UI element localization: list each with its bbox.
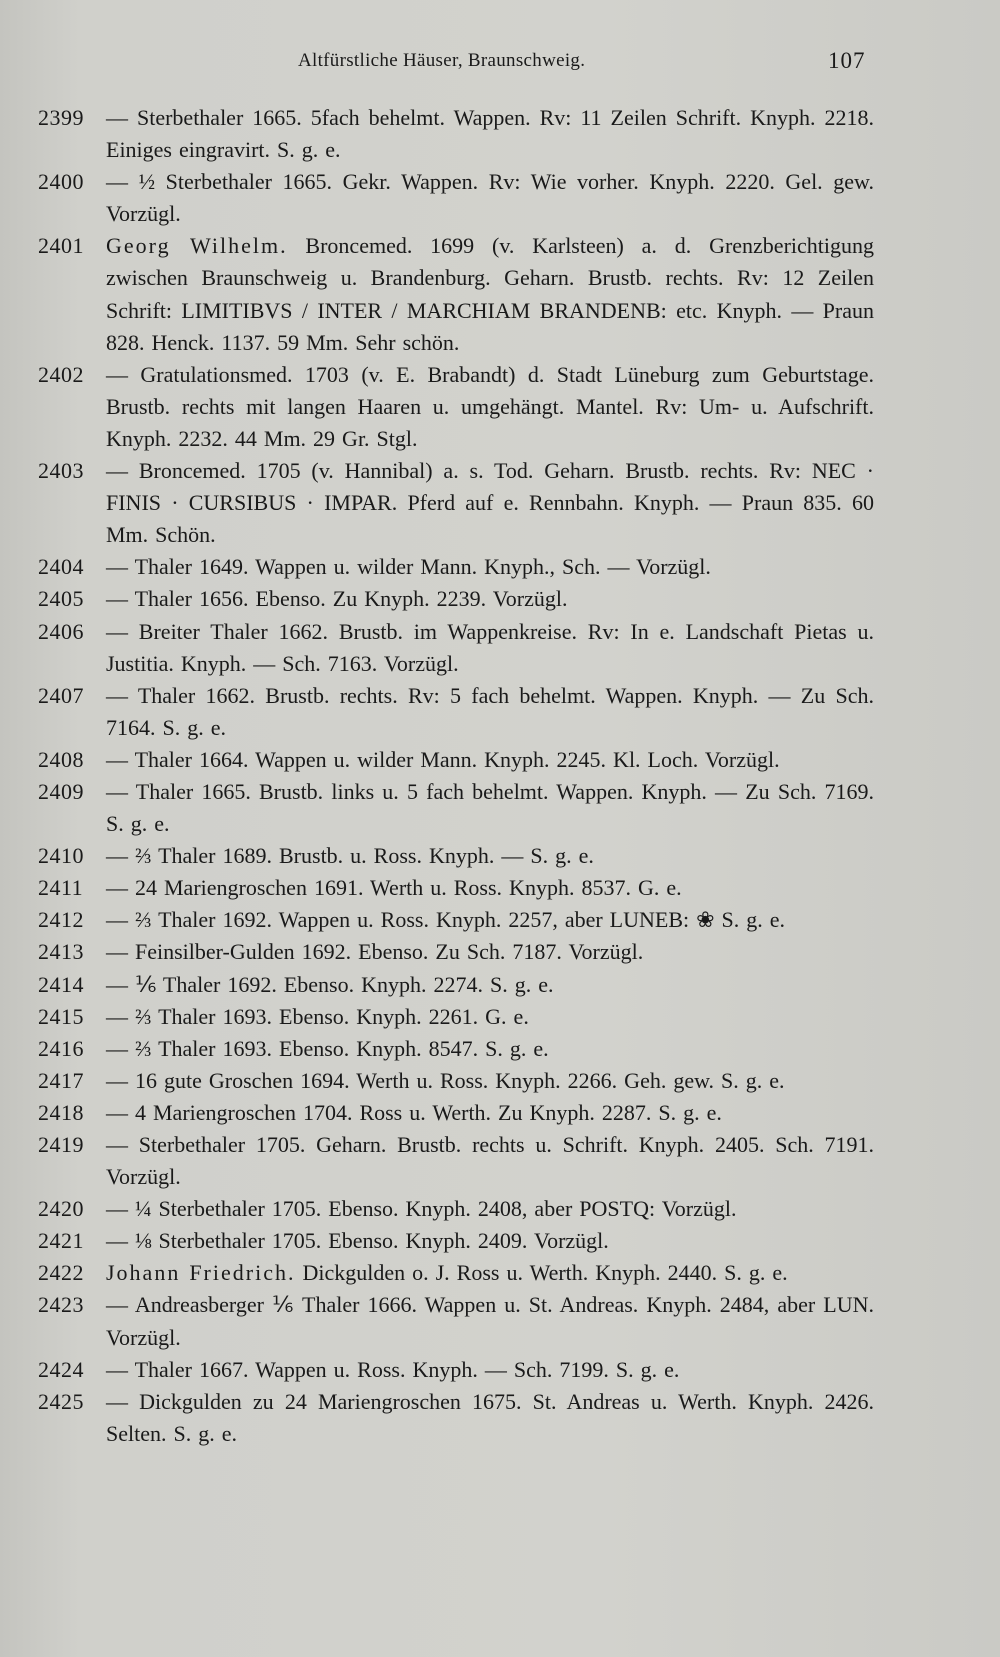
entry-description: [106, 969, 874, 1001]
catalog-entry: [0, 1129, 1000, 1193]
catalog-entry: [0, 744, 1000, 776]
entry-number: 2408: [38, 746, 84, 772]
entry-number: 2402: [38, 361, 84, 387]
entry-description: [106, 1225, 874, 1257]
entry-text: — Thaler 1649. Wappen u. wilder Mann. Knyph., Sch. — Vorzügl.: [106, 554, 711, 580]
catalog-entry: [0, 616, 1000, 680]
entry-description: [106, 102, 874, 166]
catalog-entry: [0, 1065, 1000, 1097]
catalog-entry: [0, 1289, 1000, 1353]
entry-text: Broncemed. 1699 (v. Karlsteen) a. d. Grenzberichtigung zwischen Braunschweig u. Brandenburg. Geharn. Brustb. rechts. Rv: 12 Zeilen Schrift: LIMITIBVS / INTER / MARCHIAM BRANDENB: etc. Knyph. — Praun 828. Henck. 1137. 59 Mm. Sehr schön.: [106, 233, 875, 355]
entry-text: — 16 gute Groschen 1694. Werth u. Ross. Knyph. 2266. Geh. gew. S. g. e.: [106, 1067, 785, 1093]
entry-text: — Feinsilber-Gulden 1692. Ebenso. Zu Sch. 7187. Vorzügl.: [106, 939, 644, 965]
catalog-entry: [0, 872, 1000, 904]
entry-text: — Thaler 1665. Brustb. links u. 5 fach behelmt. Wappen. Knyph. — Zu Sch. 7169. S. g. e.: [106, 778, 874, 837]
entry-number: 2404: [38, 554, 84, 580]
entry-number: 2413: [38, 939, 84, 965]
entry-text: — ½ Sterbethaler 1665. Gekr. Wappen. Rv: Wie vorher. Knyph. 2220. Gel. gew. Vorzügl.: [106, 169, 874, 227]
entry-description: [106, 551, 874, 583]
entry-number: 2417: [38, 1067, 84, 1093]
entry-number: 2418: [38, 1099, 84, 1125]
entry-text: — Sterbethaler 1705. Geharn. Brustb. rechts u. Schrift. Knyph. 2405. Sch. 7191. Vorzügl.: [106, 1132, 874, 1190]
entry-number: 2411: [38, 875, 84, 901]
catalog-entry: [0, 1193, 1000, 1225]
entry-number: 2400: [38, 169, 84, 195]
entry-description: [106, 230, 874, 358]
entry-description: [106, 1354, 874, 1386]
entry-text: — Thaler 1656. Ebenso. Zu Knyph. 2239. Vorzügl.: [106, 586, 568, 612]
entry-text: Dickgulden o. J. Ross u. Werth. Knyph. 2440. S. g. e.: [295, 1260, 788, 1286]
entry-text: — Dickgulden zu 24 Mariengroschen 1675. St. Andreas u. Werth. Knyph. 2426. Selten. S. g. e.: [106, 1388, 874, 1446]
entry-description: [106, 680, 874, 744]
entry-text: — ⅔ Thaler 1692. Wappen u. Ross. Knyph. 2257, aber LUNEB: ❀ S. g. e.: [106, 907, 786, 933]
catalog-entry: [0, 455, 1000, 551]
catalog-entry: [0, 904, 1000, 936]
entry-description: [106, 840, 874, 872]
entry-description: [106, 936, 874, 968]
entry-text: — ⅔ Thaler 1693. Ebenso. Knyph. 2261. G. e.: [106, 1003, 529, 1029]
catalog-entry: [0, 969, 1000, 1001]
catalog-entry: [0, 551, 1000, 583]
entry-description: [106, 872, 874, 904]
entry-description: [106, 904, 874, 936]
entry-number: 2405: [38, 586, 84, 612]
entry-text: — ¼ Sterbethaler 1705. Ebenso. Knyph. 2408, aber POSTQ: Vorzügl.: [106, 1196, 737, 1222]
entry-description: [106, 1033, 874, 1065]
entry-description: [106, 1097, 874, 1129]
entry-number: 2399: [38, 105, 84, 130]
entry-text: — ⅔ Thaler 1689. Brustb. u. Ross. Knyph. — S. g. e.: [106, 843, 594, 869]
catalog-entry: [0, 102, 1000, 166]
entry-text: — Sterbethaler 1665. 5fach behelmt. Wappen. Rv: 11 Zeilen Schrift. Knyph. 2218. Einiges eingravirt. S. g. e.: [106, 105, 874, 163]
entry-text: — ⅔ Thaler 1693. Ebenso. Knyph. 8547. S. g. e.: [106, 1035, 549, 1061]
entry-text: — Gratulationsmed. 1703 (v. E. Brabandt) d. Stadt Lüneburg zum Geburtstage. Brustb. rechts mit langen Haaren u. umgehängt. Mantel. Rv: Um- u. Aufschrift. Knyph. 2232. 44 Mm. 29 Gr. Stgl.: [106, 361, 874, 451]
catalog-entry: [0, 359, 1000, 455]
catalog-entry: [0, 1225, 1000, 1257]
entry-description: [106, 166, 874, 230]
catalog-entry: [0, 936, 1000, 968]
running-head: Altfürstliche Häuser, Braunschweig.: [298, 50, 586, 71]
ruler-name: Georg Wilhelm.: [106, 233, 288, 259]
entry-text: — Broncemed. 1705 (v. Hannibal) a. s. Tod. Geharn. Brustb. rechts. Rv: NEC · FINIS · CURSIBUS · IMPAR. Pferd auf e. Rennbahn. Knyph. — Praun 835. 60 Mm. Schön.: [106, 458, 874, 548]
catalog-entry: [0, 1097, 1000, 1129]
entry-number: 2420: [38, 1196, 84, 1222]
entry-number: 2401: [38, 233, 84, 259]
entry-description: [106, 1386, 874, 1450]
entry-description: [106, 744, 874, 776]
entry-description: [106, 1129, 874, 1193]
catalog-entry: [0, 583, 1000, 615]
entry-number: 2424: [38, 1356, 84, 1382]
catalog-entries: [0, 102, 1000, 1450]
page-number: 107: [828, 48, 866, 73]
entry-description: [106, 1289, 874, 1353]
catalog-entry: [0, 1001, 1000, 1033]
entry-number: 2403: [38, 458, 84, 484]
entry-description: [106, 616, 874, 680]
entry-description: [106, 1001, 874, 1033]
entry-text: — Breiter Thaler 1662. Brustb. im Wappenkreise. Rv: In e. Landschaft Pietas u. Justitia. Knyph. — Sch. 7163. Vorzügl.: [106, 618, 874, 676]
entry-number: 2416: [38, 1035, 84, 1061]
entry-number: 2419: [38, 1132, 84, 1157]
entry-description: [106, 1193, 874, 1225]
entry-text: — Thaler 1667. Wappen u. Ross. Knyph. — Sch. 7199. S. g. e.: [106, 1356, 680, 1382]
entry-number: 2422: [38, 1260, 84, 1286]
entry-number: 2414: [38, 971, 84, 997]
entry-description: [106, 1257, 874, 1289]
entry-number: 2410: [38, 843, 84, 869]
entry-text: — Andreasberger ⅙ Thaler 1666. Wappen u. St. Andreas. Knyph. 2484, aber LUN. Vorzügl.: [106, 1292, 874, 1350]
catalog-entry: [0, 1386, 1000, 1450]
catalog-entry: [0, 680, 1000, 744]
catalog-entry: [0, 1257, 1000, 1289]
catalog-entry: [0, 1033, 1000, 1065]
catalog-entry: [0, 166, 1000, 230]
entry-description: [106, 455, 874, 551]
page-header: [0, 46, 1000, 80]
entry-number: 2425: [38, 1388, 84, 1414]
entry-number: 2415: [38, 1003, 84, 1029]
catalog-entry: [0, 840, 1000, 872]
ruler-name: Johann Friedrich.: [106, 1260, 296, 1286]
entry-text: — 24 Mariengroschen 1691. Werth u. Ross. Knyph. 8537. G. e.: [106, 875, 682, 901]
entry-text: — ⅙ Thaler 1692. Ebenso. Knyph. 2274. S. g. e.: [106, 971, 554, 997]
entry-number: 2412: [38, 907, 84, 933]
entry-number: 2421: [38, 1228, 84, 1254]
entry-text: — Thaler 1664. Wappen u. wilder Mann. Knyph. 2245. Kl. Loch. Vorzügl.: [106, 746, 780, 772]
entry-description: [106, 1065, 874, 1097]
entry-description: [106, 583, 874, 615]
entry-number: 2406: [38, 618, 84, 644]
entry-description: [106, 776, 874, 840]
entry-number: 2409: [38, 778, 84, 804]
entry-text: — 4 Mariengroschen 1704. Ross u. Werth. Zu Knyph. 2287. S. g. e.: [106, 1099, 722, 1125]
catalog-entry: [0, 1354, 1000, 1386]
entry-text: — ⅛ Sterbethaler 1705. Ebenso. Knyph. 2409. Vorzügl.: [106, 1228, 609, 1254]
entry-text: — Thaler 1662. Brustb. rechts. Rv: 5 fach behelmt. Wappen. Knyph. — Zu Sch. 7164. S. g. e.: [106, 682, 874, 740]
entry-number: 2423: [38, 1292, 84, 1318]
catalog-entry: [0, 230, 1000, 358]
catalog-entry: [0, 776, 1000, 840]
entry-number: 2407: [38, 682, 84, 708]
entry-description: [106, 359, 874, 455]
